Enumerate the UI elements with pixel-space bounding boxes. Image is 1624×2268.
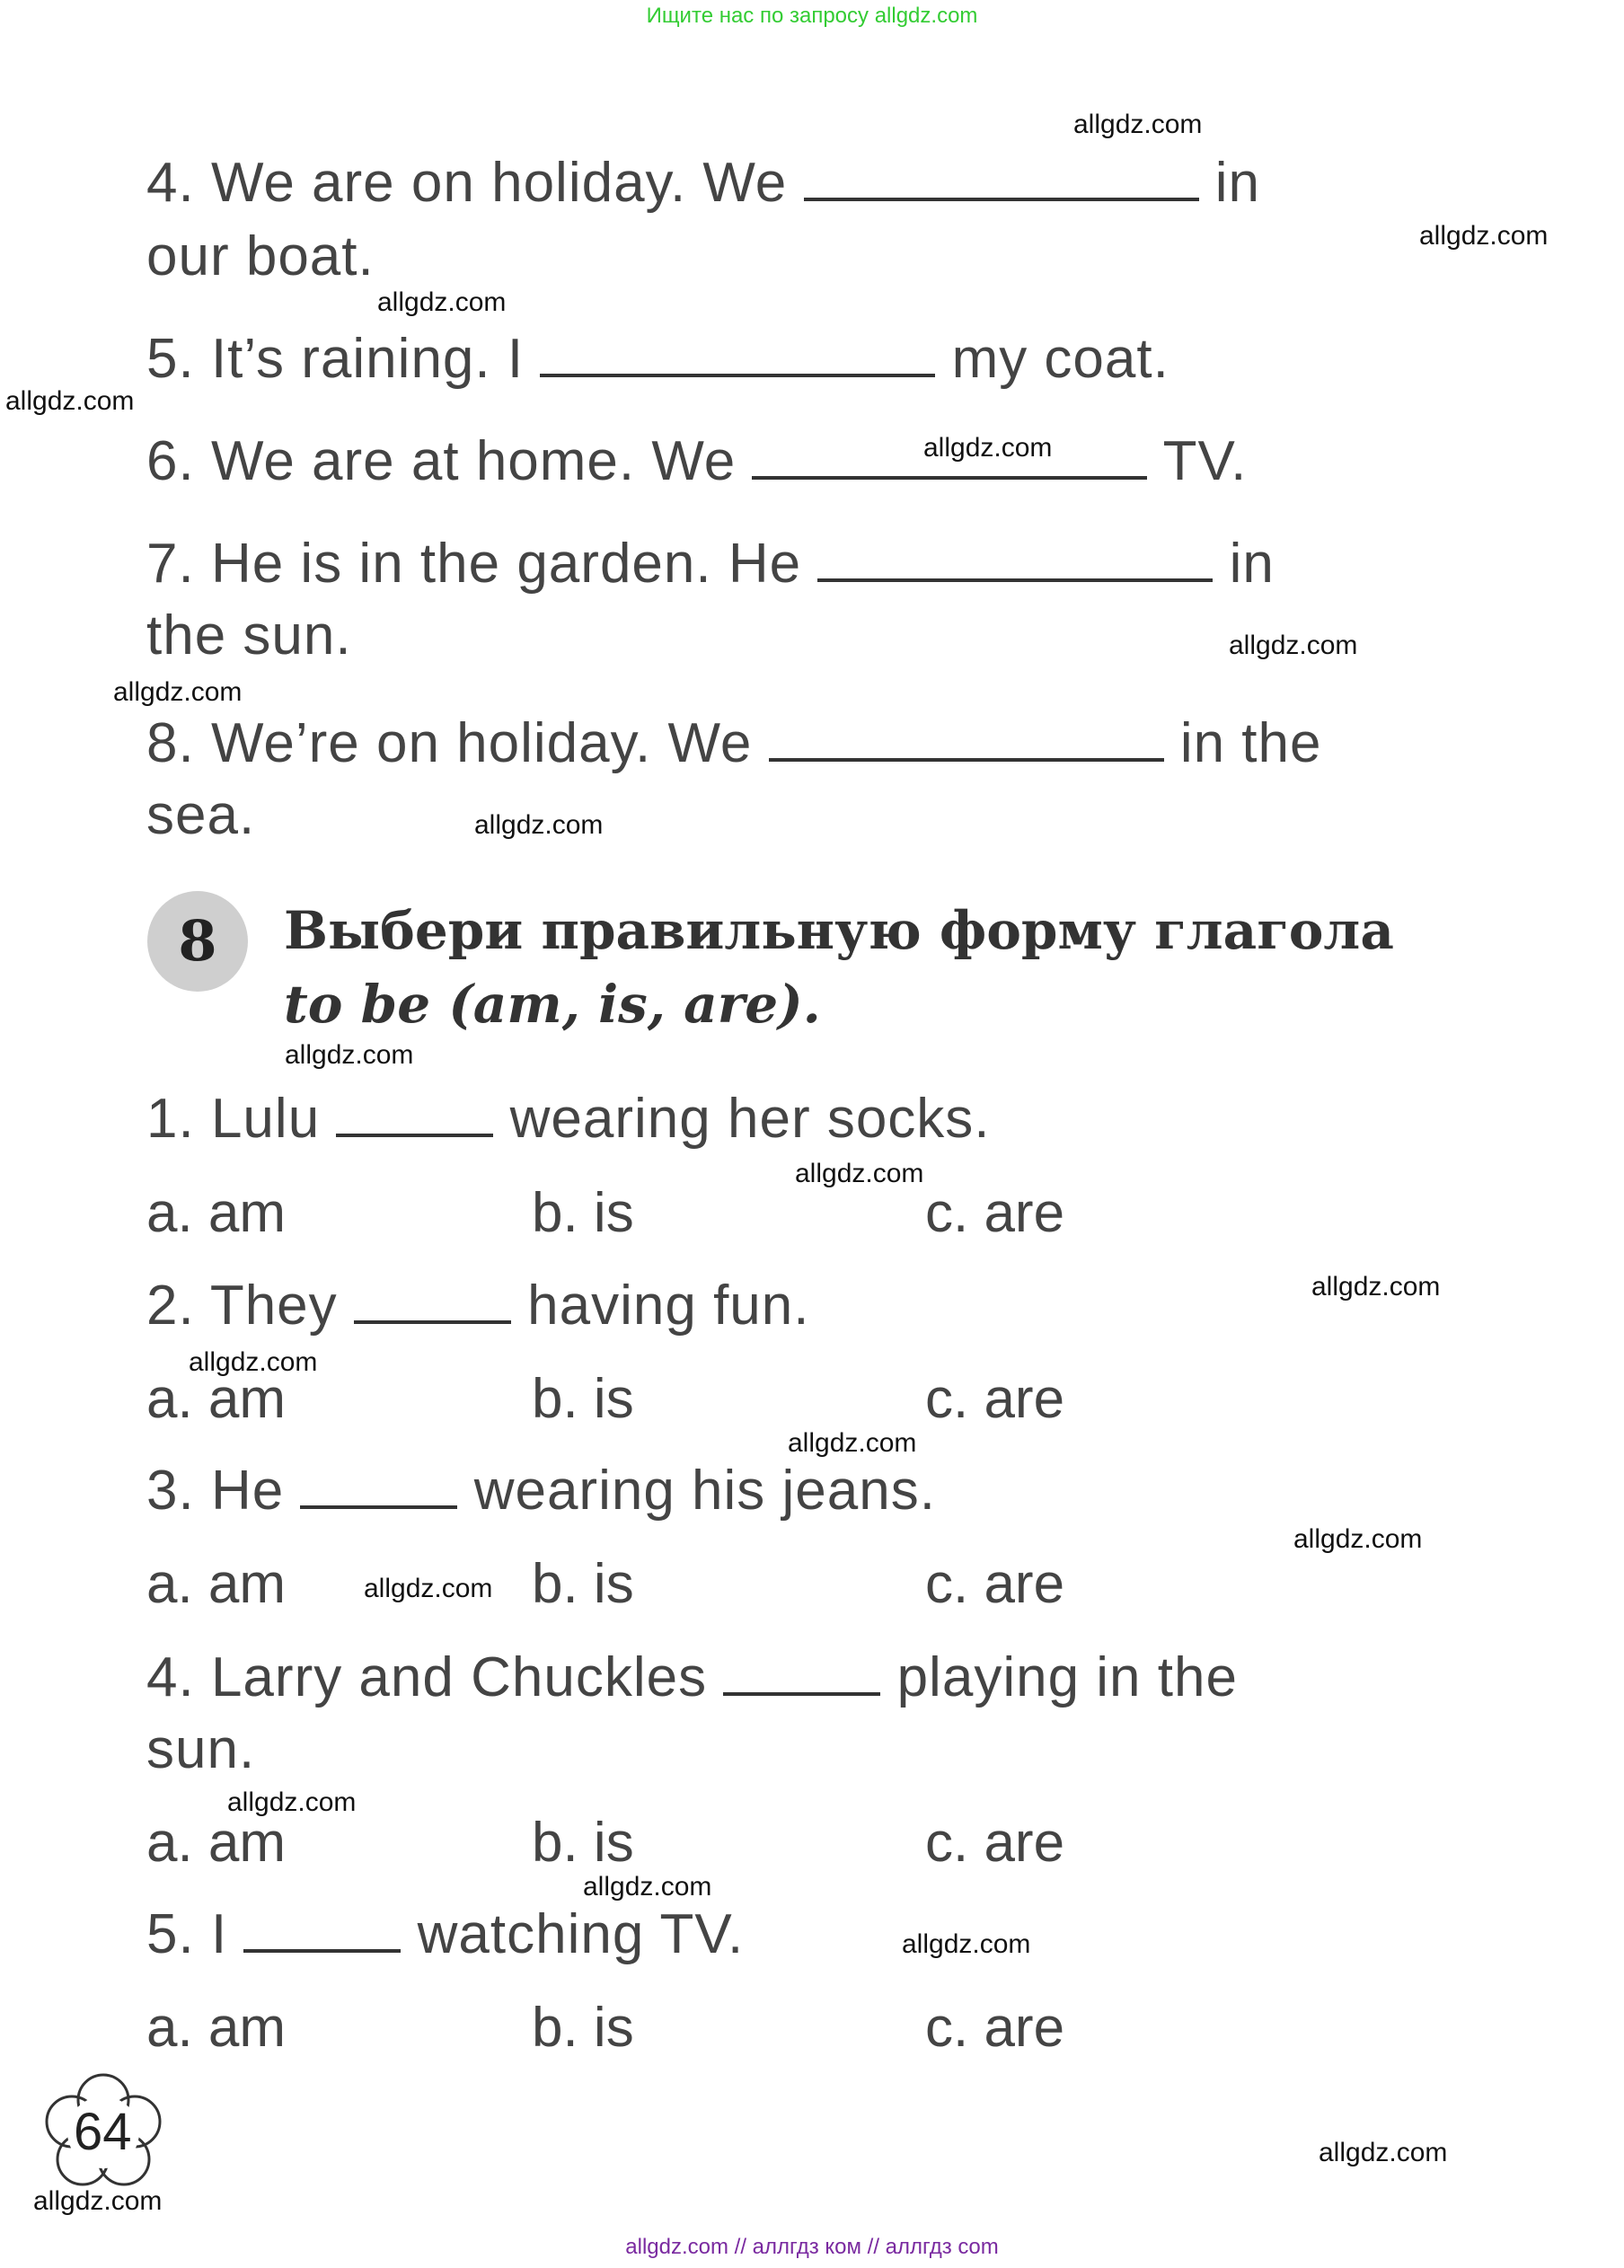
option-a[interactable]: a. am bbox=[146, 1182, 287, 1244]
item-number: 5. bbox=[146, 328, 195, 390]
footer-links[interactable]: allgdz.com // аллгдз ком // аллгдз com bbox=[625, 2235, 999, 2259]
ex7-item-5 bbox=[146, 327, 1169, 391]
ex7-item-7 bbox=[146, 532, 1275, 596]
watermark[interactable]: allgdz.com bbox=[788, 1428, 917, 1458]
option-a[interactable]: a. am bbox=[146, 1997, 287, 2059]
answer-blank[interactable] bbox=[336, 1123, 493, 1137]
top-banner[interactable]: Ищите нас по запросу allgdz.com bbox=[646, 4, 978, 28]
item-number: 4. bbox=[146, 152, 195, 214]
option-b[interactable]: b. is bbox=[532, 1997, 634, 2059]
item-number: 4. bbox=[146, 1646, 195, 1708]
item-text: It’s raining. I bbox=[210, 328, 525, 390]
ex8-question-2 bbox=[146, 1274, 809, 1337]
watermark[interactable]: allgdz.com bbox=[377, 287, 507, 317]
answer-blank[interactable] bbox=[723, 1681, 880, 1696]
answer-blank[interactable] bbox=[354, 1310, 511, 1324]
item-text: watching TV. bbox=[417, 1903, 745, 1965]
option-b[interactable]: b. is bbox=[532, 1368, 634, 1430]
answer-blank[interactable] bbox=[769, 747, 1164, 762]
item-text: We are at home. We bbox=[210, 430, 737, 492]
watermark[interactable]: allgdz.com bbox=[1073, 110, 1203, 139]
option-c[interactable]: c. are bbox=[925, 1368, 1065, 1430]
item-number: 8. bbox=[146, 712, 195, 774]
ex8-question-1 bbox=[146, 1087, 991, 1151]
option-a[interactable]: a. am bbox=[146, 1553, 287, 1615]
item-text: playing in the bbox=[896, 1646, 1238, 1708]
item-text: wearing her socks. bbox=[509, 1088, 991, 1150]
watermark[interactable]: allgdz.com bbox=[795, 1159, 924, 1188]
item-text: TV. bbox=[1162, 430, 1248, 492]
ex8-question-4 bbox=[146, 1646, 1238, 1709]
ex7-item-4 bbox=[146, 151, 1260, 215]
item-text: We’re on holiday. We bbox=[210, 712, 753, 774]
watermark[interactable]: allgdz.com bbox=[285, 1040, 414, 1070]
watermark[interactable]: allgdz.com bbox=[1311, 1272, 1441, 1302]
watermark[interactable]: allgdz.com bbox=[1293, 1524, 1423, 1554]
item-text: wearing his jeans. bbox=[473, 1460, 936, 1522]
watermark[interactable]: allgdz.com bbox=[923, 433, 1053, 463]
ex8-question-5 bbox=[146, 1902, 744, 1966]
watermark[interactable]: allgdz.com bbox=[1419, 221, 1549, 251]
option-a[interactable]: a. am bbox=[146, 1368, 287, 1430]
answer-blank[interactable] bbox=[300, 1495, 457, 1509]
exercise-title-line2: to be (am, is, are). bbox=[284, 974, 821, 1035]
item-text: They bbox=[209, 1275, 338, 1337]
option-b[interactable]: b. is bbox=[532, 1812, 634, 1874]
item-text: Larry and Chuckles bbox=[210, 1646, 708, 1708]
watermark[interactable]: allgdz.com bbox=[364, 1574, 493, 1603]
option-b[interactable]: b. is bbox=[532, 1182, 634, 1244]
ex7-item-8-line2: sea. bbox=[146, 784, 256, 846]
option-c[interactable]: c. are bbox=[925, 1182, 1065, 1244]
watermark[interactable]: allgdz.com bbox=[33, 2186, 163, 2216]
ex8-question-3 bbox=[146, 1459, 936, 1522]
answer-blank[interactable] bbox=[817, 568, 1213, 582]
ex7-item-4-line2: our boat. bbox=[146, 225, 375, 287]
item-number: 7. bbox=[146, 533, 195, 595]
page-number-text: 64 bbox=[74, 2103, 132, 2161]
option-c[interactable]: c. are bbox=[925, 1997, 1065, 2059]
watermark[interactable]: allgdz.com bbox=[227, 1787, 357, 1817]
item-text: I bbox=[210, 1903, 228, 1965]
item-text: in bbox=[1229, 533, 1275, 595]
item-number: 2. bbox=[146, 1275, 195, 1337]
option-b[interactable]: b. is bbox=[532, 1553, 634, 1615]
option-a[interactable]: a. am bbox=[146, 1812, 287, 1874]
page-number bbox=[36, 2066, 171, 2201]
option-c[interactable]: c. are bbox=[925, 1553, 1065, 1615]
item-number: 6. bbox=[146, 430, 195, 492]
item-number: 1. bbox=[146, 1088, 195, 1150]
watermark[interactable]: allgdz.com bbox=[5, 386, 135, 416]
exercise-title: Выбери правильную форму глагола bbox=[284, 900, 1394, 961]
watermark[interactable]: allgdz.com bbox=[113, 677, 243, 707]
watermark[interactable]: allgdz.com bbox=[189, 1347, 318, 1377]
watermark[interactable]: allgdz.com bbox=[474, 810, 604, 840]
watermark[interactable]: allgdz.com bbox=[583, 1872, 712, 1902]
item-text: Lulu bbox=[210, 1088, 321, 1150]
item-text: We are on holiday. We bbox=[210, 152, 788, 214]
ex7-item-6 bbox=[146, 429, 1247, 493]
ex8-question-4-line2: sun. bbox=[146, 1718, 256, 1780]
answer-blank[interactable] bbox=[752, 465, 1147, 480]
item-text: in the bbox=[1179, 712, 1322, 774]
watermark[interactable]: allgdz.com bbox=[1229, 631, 1358, 660]
item-text: having fun. bbox=[527, 1275, 810, 1337]
item-text: He is in the garden. He bbox=[210, 533, 802, 595]
watermark[interactable]: allgdz.com bbox=[1319, 2138, 1448, 2167]
item-text: my coat. bbox=[951, 328, 1169, 390]
option-c[interactable]: c. are bbox=[925, 1812, 1065, 1874]
item-text: in bbox=[1214, 152, 1261, 214]
exercise-number-badge: 8 bbox=[147, 891, 248, 992]
item-number: 5. bbox=[146, 1903, 195, 1965]
watermark[interactable]: allgdz.com bbox=[902, 1929, 1031, 1959]
answer-blank[interactable] bbox=[243, 1938, 401, 1953]
item-number: 3. bbox=[146, 1460, 195, 1522]
ex7-item-7-line2: the sun. bbox=[146, 605, 352, 666]
answer-blank[interactable] bbox=[540, 363, 935, 377]
answer-blank[interactable] bbox=[804, 187, 1199, 201]
item-text: He bbox=[210, 1460, 285, 1522]
ex7-item-8 bbox=[146, 711, 1322, 775]
